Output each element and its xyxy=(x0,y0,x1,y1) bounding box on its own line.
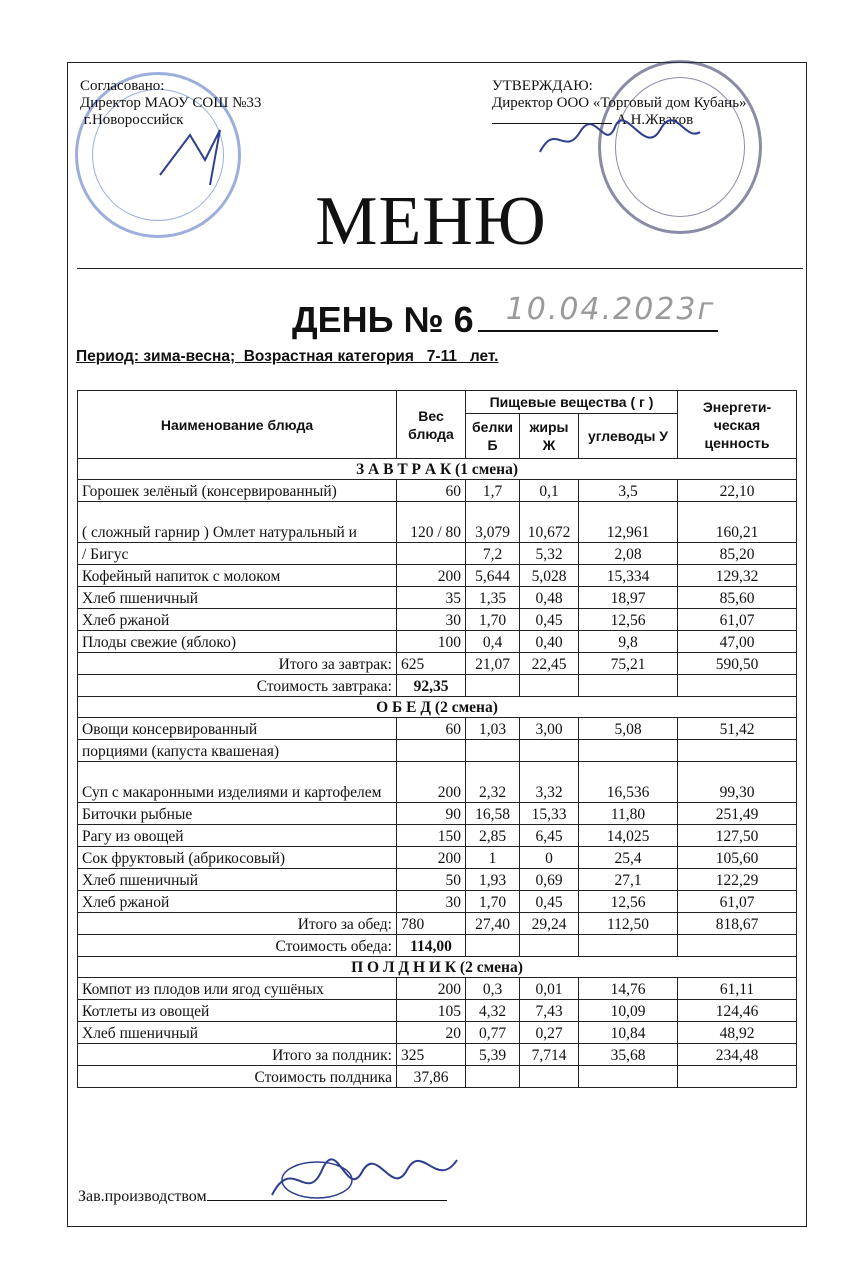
energy-cell: 61,11 xyxy=(678,978,797,1000)
fats-cell xyxy=(520,740,579,762)
footer-label: Зав.производством xyxy=(78,1188,207,1205)
dish-name-cell: Сок фруктовый (абрикосовый) xyxy=(78,847,397,869)
day-label: ДЕНЬ № 6 xyxy=(292,299,474,340)
proteins-cell xyxy=(466,740,520,762)
carbs-cell: 16,536 xyxy=(579,762,678,803)
total-fats: 29,24 xyxy=(520,913,579,935)
weight-cell: 100 xyxy=(397,631,466,653)
total-fats: 7,714 xyxy=(520,1044,579,1066)
approval-left-city: г.Новороссийск xyxy=(80,112,184,128)
carbs-cell: 3,5 xyxy=(579,480,678,502)
fats-cell: 0,40 xyxy=(520,631,579,653)
dish-name-cell: Котлеты из овощей xyxy=(78,1000,397,1022)
energy-cell: 127,50 xyxy=(678,825,797,847)
period-line: Период: зима-весна; Возрастная категория 7-11 лет. xyxy=(76,348,499,365)
table-row xyxy=(78,825,797,847)
dish-name-cell: / Бигус xyxy=(78,543,397,565)
carbs-cell: 11,80 xyxy=(579,803,678,825)
total-row xyxy=(78,653,797,675)
table-row xyxy=(78,1022,797,1044)
total-carbs: 112,50 xyxy=(579,913,678,935)
table-row xyxy=(78,762,797,803)
fats-cell: 0,1 xyxy=(520,480,579,502)
header-nutrients: Пищевые вещества ( г ) xyxy=(466,391,678,414)
cost-label: Стоимость полдника xyxy=(78,1066,397,1088)
empty-cell xyxy=(678,675,797,697)
energy-cell: 48,92 xyxy=(678,1022,797,1044)
cost-value: 92,35 xyxy=(397,675,466,697)
proteins-cell: 1,35 xyxy=(466,587,520,609)
header-dish-name: Наименование блюда xyxy=(78,391,397,459)
energy-cell: 122,29 xyxy=(678,869,797,891)
weight-cell: 200 xyxy=(397,978,466,1000)
day-heading xyxy=(292,292,718,341)
energy-cell: 160,21 xyxy=(678,502,797,543)
dish-name-cell: Суп с макаронными изделиями и картофелем xyxy=(78,762,397,803)
menu-body xyxy=(78,459,797,1088)
dish-name-cell: ( сложный гарнир ) Омлет натуральный и xyxy=(78,502,397,543)
approval-left-position: Директор МАОУ СОШ №33 xyxy=(80,95,262,111)
empty-cell xyxy=(579,1066,678,1088)
fats-cell: 0,69 xyxy=(520,869,579,891)
header-energy: Энергети-ческая ценность xyxy=(678,391,797,459)
proteins-cell: 1,70 xyxy=(466,609,520,631)
table-row xyxy=(78,803,797,825)
carbs-cell: 18,97 xyxy=(579,587,678,609)
total-weight: 780 xyxy=(397,913,466,935)
table-row xyxy=(78,480,797,502)
proteins-cell: 7,2 xyxy=(466,543,520,565)
dish-name-cell: Кофейный напиток с молоком xyxy=(78,565,397,587)
carbs-cell: 15,334 xyxy=(579,565,678,587)
table-row xyxy=(78,718,797,740)
dish-name-cell: Хлеб пшеничный xyxy=(78,869,397,891)
weight-cell: 60 xyxy=(397,718,466,740)
table-row xyxy=(78,502,797,543)
fats-cell: 3,00 xyxy=(520,718,579,740)
empty-cell xyxy=(579,675,678,697)
total-energy: 234,48 xyxy=(678,1044,797,1066)
carbs-cell: 10,09 xyxy=(579,1000,678,1022)
total-proteins: 5,39 xyxy=(466,1044,520,1066)
cost-label: Стоимость завтрака: xyxy=(78,675,397,697)
total-row xyxy=(78,913,797,935)
energy-cell: 251,49 xyxy=(678,803,797,825)
proteins-cell: 1 xyxy=(466,847,520,869)
carbs-cell: 10,84 xyxy=(579,1022,678,1044)
empty-cell xyxy=(678,1066,797,1088)
weight-cell: 90 xyxy=(397,803,466,825)
energy-cell: 99,30 xyxy=(678,762,797,803)
section-row xyxy=(78,697,797,718)
total-label: Итого за полдник: xyxy=(78,1044,397,1066)
energy-cell: 129,32 xyxy=(678,565,797,587)
approval-left-title: Согласовано: xyxy=(80,78,165,94)
weight-cell xyxy=(397,740,466,762)
fats-cell: 0,27 xyxy=(520,1022,579,1044)
dish-name-cell: Горошек зелёный (консервированный) xyxy=(78,480,397,502)
dish-name-cell: Хлеб пшеничный xyxy=(78,587,397,609)
dish-name-cell: Хлеб пшеничный xyxy=(78,1022,397,1044)
weight-cell: 35 xyxy=(397,587,466,609)
proteins-cell: 5,644 xyxy=(466,565,520,587)
table-row xyxy=(78,631,797,653)
total-weight: 325 xyxy=(397,1044,466,1066)
section-title: З А В Т Р А К (1 смена) xyxy=(78,459,797,480)
empty-cell xyxy=(520,1066,579,1088)
total-proteins: 21,07 xyxy=(466,653,520,675)
table-row xyxy=(78,847,797,869)
proteins-cell: 16,58 xyxy=(466,803,520,825)
carbs-cell: 12,56 xyxy=(579,609,678,631)
weight-cell xyxy=(397,543,466,565)
section-row xyxy=(78,957,797,978)
total-weight: 625 xyxy=(397,653,466,675)
weight-cell: 120 / 80 xyxy=(397,502,466,543)
cost-label: Стоимость обеда: xyxy=(78,935,397,957)
carbs-cell: 27,1 xyxy=(579,869,678,891)
proteins-cell: 1,7 xyxy=(466,480,520,502)
total-energy: 818,67 xyxy=(678,913,797,935)
energy-cell: 22,10 xyxy=(678,480,797,502)
carbs-cell: 12,56 xyxy=(579,891,678,913)
total-carbs: 75,21 xyxy=(579,653,678,675)
dish-name-cell: Биточки рыбные xyxy=(78,803,397,825)
fats-cell: 3,32 xyxy=(520,762,579,803)
carbs-cell: 14,76 xyxy=(579,978,678,1000)
fats-cell: 0,45 xyxy=(520,609,579,631)
approval-right-title: УТВЕРЖДАЮ: xyxy=(492,78,593,94)
proteins-cell: 4,32 xyxy=(466,1000,520,1022)
energy-cell: 85,60 xyxy=(678,587,797,609)
weight-cell: 30 xyxy=(397,891,466,913)
header-fats: жиры Ж xyxy=(520,414,579,459)
proteins-cell: 1,70 xyxy=(466,891,520,913)
empty-cell xyxy=(466,675,520,697)
cost-row xyxy=(78,1066,797,1088)
approver-signature xyxy=(535,112,705,162)
dish-name-cell: Хлеб ржаной xyxy=(78,891,397,913)
total-proteins: 27,40 xyxy=(466,913,520,935)
energy-cell: 51,42 xyxy=(678,718,797,740)
weight-cell: 105 xyxy=(397,1000,466,1022)
empty-cell xyxy=(520,675,579,697)
approval-right-name: А.Н.Жваков xyxy=(616,112,694,128)
weight-cell: 50 xyxy=(397,869,466,891)
total-energy: 590,50 xyxy=(678,653,797,675)
energy-cell: 47,00 xyxy=(678,631,797,653)
dish-name-cell: Хлеб ржаной xyxy=(78,609,397,631)
cost-value: 114,00 xyxy=(397,935,466,957)
table-row xyxy=(78,543,797,565)
table-row xyxy=(78,1000,797,1022)
table-row xyxy=(78,891,797,913)
header-proteins: белки Б xyxy=(466,414,520,459)
dish-name-cell: Рагу из овощей xyxy=(78,825,397,847)
carbs-cell: 5,08 xyxy=(579,718,678,740)
energy-cell: 61,07 xyxy=(678,891,797,913)
table-row xyxy=(78,609,797,631)
header-carbs: углеводы У xyxy=(579,414,678,459)
cost-row xyxy=(78,675,797,697)
cost-value: 37,86 xyxy=(397,1066,466,1088)
table-row xyxy=(78,869,797,891)
dish-name-cell: Компот из плодов или ягод сушёных xyxy=(78,978,397,1000)
section-row xyxy=(78,459,797,480)
fats-cell: 5,028 xyxy=(520,565,579,587)
date-blank xyxy=(478,292,718,332)
carbs-cell: 2,08 xyxy=(579,543,678,565)
proteins-cell: 1,93 xyxy=(466,869,520,891)
production-head-signature xyxy=(262,1150,462,1210)
weight-cell: 200 xyxy=(397,847,466,869)
proteins-cell: 1,03 xyxy=(466,718,520,740)
energy-cell: 61,07 xyxy=(678,609,797,631)
header-row-1 xyxy=(78,391,797,414)
weight-cell: 30 xyxy=(397,609,466,631)
table-row xyxy=(78,587,797,609)
fats-cell: 5,32 xyxy=(520,543,579,565)
dish-name-cell: порциями (капуста квашеная) xyxy=(78,740,397,762)
dish-name-cell: Плоды свежие (яблоко) xyxy=(78,631,397,653)
weight-cell: 200 xyxy=(397,762,466,803)
proteins-cell: 3,079 xyxy=(466,502,520,543)
carbs-cell: 25,4 xyxy=(579,847,678,869)
weight-cell: 200 xyxy=(397,565,466,587)
title-divider xyxy=(77,268,803,269)
section-title: О Б Е Д (2 смена) xyxy=(78,697,797,718)
empty-cell xyxy=(579,935,678,957)
energy-cell xyxy=(678,740,797,762)
proteins-cell: 2,85 xyxy=(466,825,520,847)
dish-name-cell: Овощи консервированный xyxy=(78,718,397,740)
page-title: МЕНЮ xyxy=(315,183,547,260)
menu-table xyxy=(77,390,797,1088)
carbs-cell: 12,961 xyxy=(579,502,678,543)
total-row xyxy=(78,1044,797,1066)
fats-cell: 15,33 xyxy=(520,803,579,825)
proteins-cell: 2,32 xyxy=(466,762,520,803)
total-carbs: 35,68 xyxy=(579,1044,678,1066)
empty-cell xyxy=(466,1066,520,1088)
carbs-cell xyxy=(579,740,678,762)
table-row xyxy=(78,565,797,587)
fats-cell: 10,672 xyxy=(520,502,579,543)
header-weight: Вес блюда xyxy=(397,391,466,459)
table-row xyxy=(78,978,797,1000)
proteins-cell: 0,4 xyxy=(466,631,520,653)
total-fats: 22,45 xyxy=(520,653,579,675)
proteins-cell: 0,77 xyxy=(466,1022,520,1044)
table-row xyxy=(78,740,797,762)
approval-right-position: Директор ООО «Торговый дом Кубань» xyxy=(492,95,747,111)
fats-cell: 0 xyxy=(520,847,579,869)
fats-cell: 7,43 xyxy=(520,1000,579,1022)
proteins-cell: 0,3 xyxy=(466,978,520,1000)
handwritten-date: 10.04.2023г xyxy=(505,292,716,327)
empty-cell xyxy=(678,935,797,957)
total-label: Итого за обед: xyxy=(78,913,397,935)
empty-cell xyxy=(520,935,579,957)
fats-cell: 0,48 xyxy=(520,587,579,609)
cost-row xyxy=(78,935,797,957)
section-title: П О Л Д Н И К (2 смена) xyxy=(78,957,797,978)
fats-cell: 0,45 xyxy=(520,891,579,913)
energy-cell: 105,60 xyxy=(678,847,797,869)
energy-cell: 124,46 xyxy=(678,1000,797,1022)
total-label: Итого за завтрак: xyxy=(78,653,397,675)
weight-cell: 150 xyxy=(397,825,466,847)
weight-cell: 60 xyxy=(397,480,466,502)
weight-cell: 20 xyxy=(397,1022,466,1044)
energy-cell: 85,20 xyxy=(678,543,797,565)
carbs-cell: 14,025 xyxy=(579,825,678,847)
fats-cell: 6,45 xyxy=(520,825,579,847)
empty-cell xyxy=(466,935,520,957)
fats-cell: 0,01 xyxy=(520,978,579,1000)
carbs-cell: 9,8 xyxy=(579,631,678,653)
